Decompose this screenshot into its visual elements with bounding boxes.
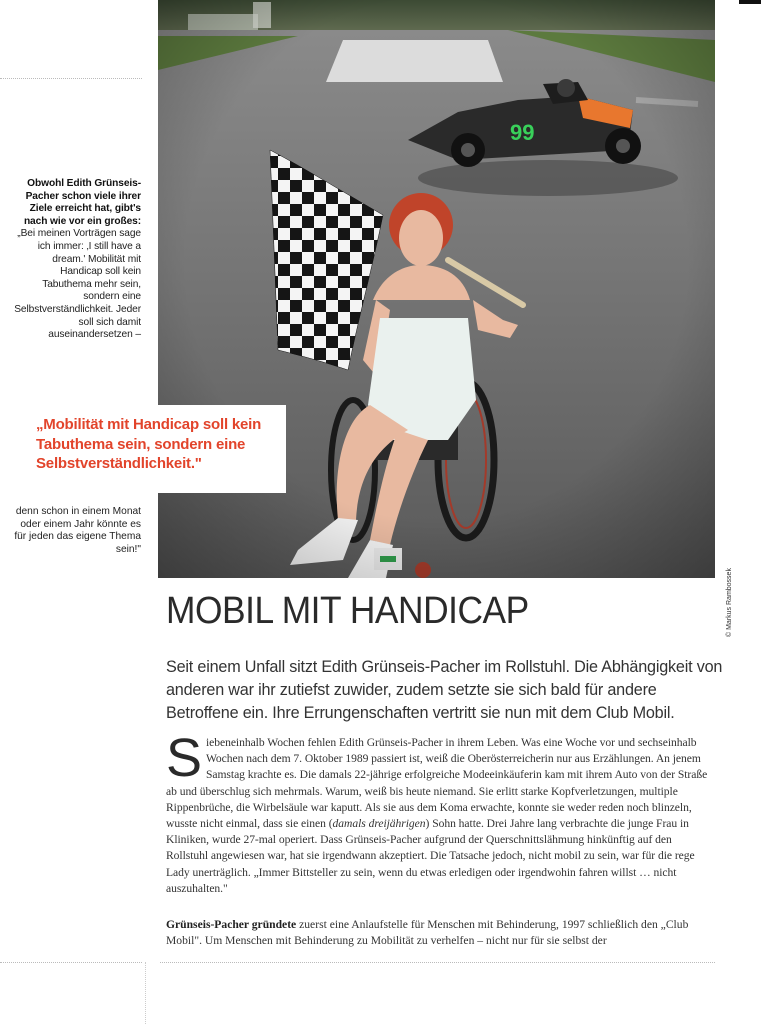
body1-italic: damals dreijährigen xyxy=(332,817,426,831)
sidebar-top-rule xyxy=(0,78,142,79)
article-body-paragraph-2 xyxy=(166,917,714,949)
article-lead: Seit einem Unfall sitzt Edith Grünseis-Pacher im Rollstuhl. Die Abhängigkeit von anderen war ihr zutiefst zuwider, zudem setzte sie sich bald für andere Betroffene ein. Ihre Errungenschaften vertritt sie nun mit dem Club Mobil. xyxy=(166,658,723,722)
drop-cap: S xyxy=(166,728,202,788)
corner-mark xyxy=(739,0,761,4)
sidebar-intro xyxy=(13,178,141,342)
sidebar-intro-text: „Bei meinen Vorträgen sage ich immer: ‚I still have a dream.' Mobilität mit Handicap soll kein Tabuthema mehr sein, sondern eine Selbstverständlichkeit. Jeder soll sich damit auseinandersetzen – xyxy=(14,228,141,341)
main-bottom-rule xyxy=(160,962,715,963)
article-body-paragraph-1 xyxy=(166,728,714,897)
sidebar-continuation: denn schon in einem Monat oder einem Jahr könnte es für jeden das eigene Thema sein!" xyxy=(14,506,141,555)
photo-credit: © Markus Rambossek xyxy=(726,568,733,637)
pull-quote: „Mobilität mit Handicap soll kein Tabuthema sein, sondern eine Selbstverständlichkeit." xyxy=(36,416,262,472)
sidebar-intro-bold: Obwohl Edith Grünseis-Pacher schon viele ihrer Ziele erreicht hat, gibt's nach wie vor ein großes: xyxy=(23,178,141,227)
sidebar-bottom-rule xyxy=(0,962,142,963)
article-headline: MOBIL MIT HANDICAP xyxy=(166,590,529,632)
column-divider xyxy=(145,962,146,1024)
pull-quote-box xyxy=(28,405,286,493)
body2-text: zuerst eine Anlaufstelle für Menschen mit Behinderung, 1997 schließlich den „Club Mobil". Um Menschen mit Behinderung zu Mobilität zu verhelfen – nicht nur für sie selbst der xyxy=(166,918,689,948)
body1-text-a: iebeneinhalb Wochen fehlen Edith Grünseis-Pacher in ihrem Leben. Was eine Woche vor und sechseinhalb Wochen nach dem 7. Oktober 1989 passiert ist, weiß die Oberösterreicherin nur aus Erzählungen. An jenem Samstag krachte es. Die damals 22-jährige erfolgreiche Modeeinkäuferin kam mit ihrem Auto von der Straße ab und überschlug sich mehrmals. Warum, weiß bis heute niemand. Sie erlitt starke Kopfverletzungen, multiple Rippenbrüche, die Wirbelsäule war kaputt. Als sie aus dem Koma erwachte, konnte sie weder reden noch blinzeln, wusste nicht einmal, dass sie einen ( xyxy=(166,736,708,831)
body1-text-b: ) Sohn hatte. Drei Jahre lang verbrachte die junge Frau in Kliniken, wurde 27-mal operiert. Dass Grünseis-Pacher aufgrund der Querschnittslähmung hinkünftig auf den Rollstuhl angewiesen war, hat sie irgendwann akzeptiert. Die Tatsache jedoch, nicht mobil zu sein, war für die rege Lady unerträglich. „Immer Bittsteller zu sein, wenn du etwas erledigen oder irgendwohin fahren willst … nicht auszuhalten." xyxy=(166,817,695,895)
body2-lead-in: Grünseis-Pacher gründete xyxy=(166,918,297,931)
